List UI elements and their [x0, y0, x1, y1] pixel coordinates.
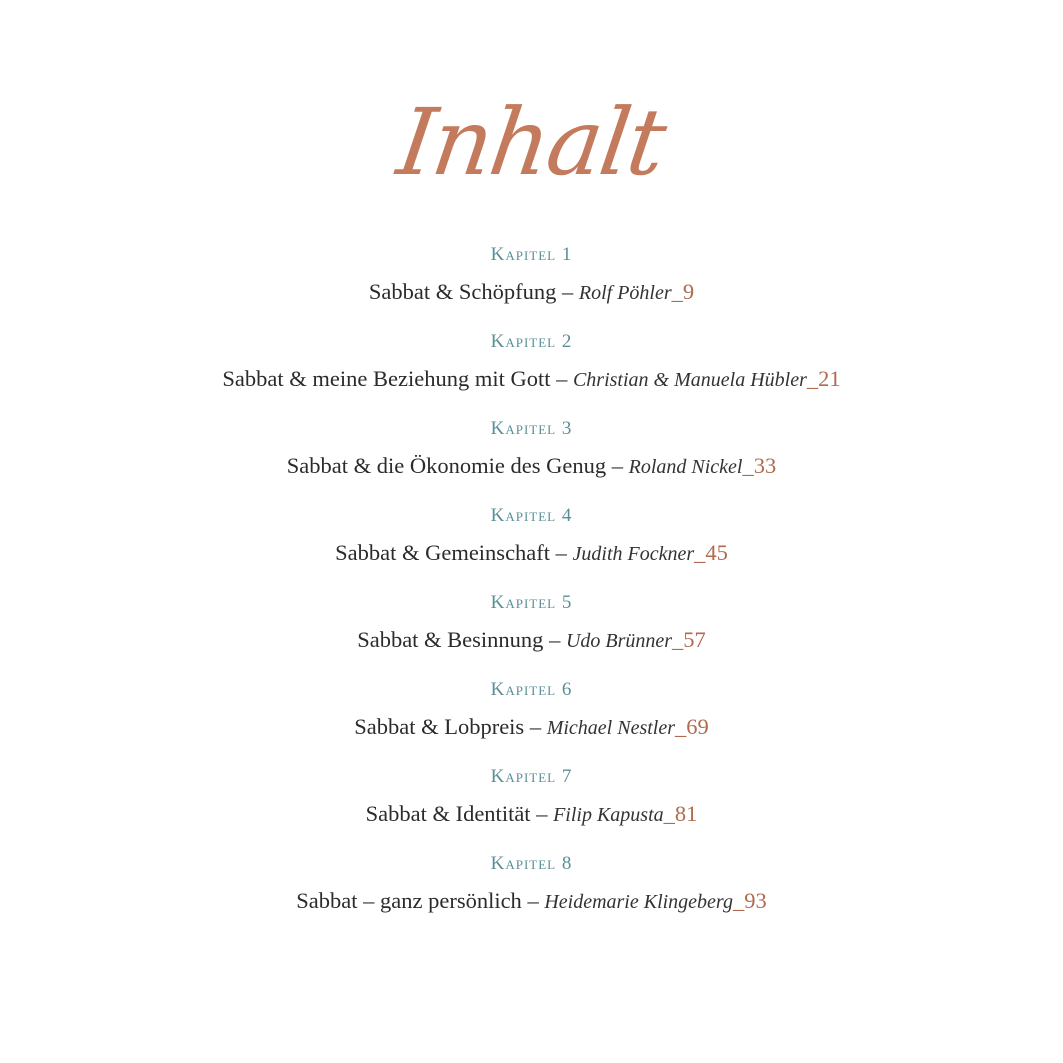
chapter-label: Kapitel 1 [490, 244, 573, 265]
toc-entry [0, 845, 1063, 932]
separator-dash: – [556, 366, 568, 391]
chapter-author: Roland Nickel [628, 456, 743, 478]
chapter-label: Kapitel 2 [490, 331, 573, 352]
separator-dash: – [527, 888, 539, 913]
chapter-title: Sabbat – ganz persönlich [296, 888, 522, 913]
page-number: _57 [672, 627, 706, 652]
chapter-title: Sabbat & Identität [365, 801, 531, 826]
toc-entry [0, 671, 1063, 758]
separator-dash: – [529, 714, 542, 739]
chapter-author: Christian & Manuela Hübler [572, 369, 807, 391]
toc-entry [0, 584, 1063, 671]
separator-dash: – [549, 627, 561, 652]
toc-entry [0, 410, 1063, 497]
chapter-line[interactable] [0, 448, 1063, 485]
toc-entry [0, 758, 1063, 845]
page-number: _9 [671, 279, 695, 304]
chapter-label: Kapitel 4 [490, 505, 573, 526]
page-number: _33 [742, 453, 777, 478]
toc-entry [0, 323, 1063, 410]
chapter-label: Kapitel 6 [490, 679, 573, 700]
chapter-author: Udo Brünner [565, 630, 673, 652]
chapter-line[interactable] [0, 622, 1063, 659]
chapter-title: Sabbat & meine Beziehung mit Gott [222, 366, 551, 391]
separator-dash: – [561, 279, 574, 304]
chapter-label: Kapitel 7 [490, 766, 573, 787]
chapter-title: Sabbat & Lobpreis [354, 714, 525, 739]
chapter-title: Sabbat & Gemeinschaft [335, 540, 551, 565]
chapter-line[interactable] [0, 709, 1063, 746]
chapter-title: Sabbat & Schöpfung [368, 279, 557, 304]
page-title [0, 88, 1063, 198]
page-number: _93 [732, 888, 767, 913]
chapter-author: Michael Nestler [546, 717, 676, 739]
chapter-line[interactable] [0, 274, 1063, 311]
page-number: _69 [675, 714, 709, 739]
toc-entry [0, 236, 1063, 323]
chapter-author: Judith Fockner [572, 543, 695, 565]
page-title-text: Inhalt [392, 89, 672, 196]
chapter-line[interactable] [0, 796, 1063, 833]
chapter-label: Kapitel 3 [490, 418, 573, 439]
chapter-title: Sabbat & Besinnung [357, 627, 544, 652]
chapter-author: Heidemarie Klingeberg [544, 891, 733, 913]
chapter-author: Filip Kapusta [553, 804, 664, 826]
chapter-line[interactable] [0, 883, 1063, 920]
table-of-contents [0, 236, 1063, 932]
toc-entry [0, 497, 1063, 584]
separator-dash: – [611, 453, 623, 478]
chapter-author: Rolf Pöhler [578, 282, 672, 304]
separator-dash: – [536, 801, 548, 826]
chapter-line[interactable] [0, 535, 1063, 572]
page-number: _21 [806, 366, 841, 391]
chapter-title: Sabbat & die Ökonomie des Genug [286, 453, 607, 478]
separator-dash: – [555, 540, 567, 565]
chapter-label: Kapitel 8 [490, 853, 573, 874]
page-number: _45 [694, 540, 728, 565]
chapter-label: Kapitel 5 [490, 592, 573, 613]
page-number: _81 [663, 801, 698, 826]
chapter-line[interactable] [0, 361, 1063, 398]
